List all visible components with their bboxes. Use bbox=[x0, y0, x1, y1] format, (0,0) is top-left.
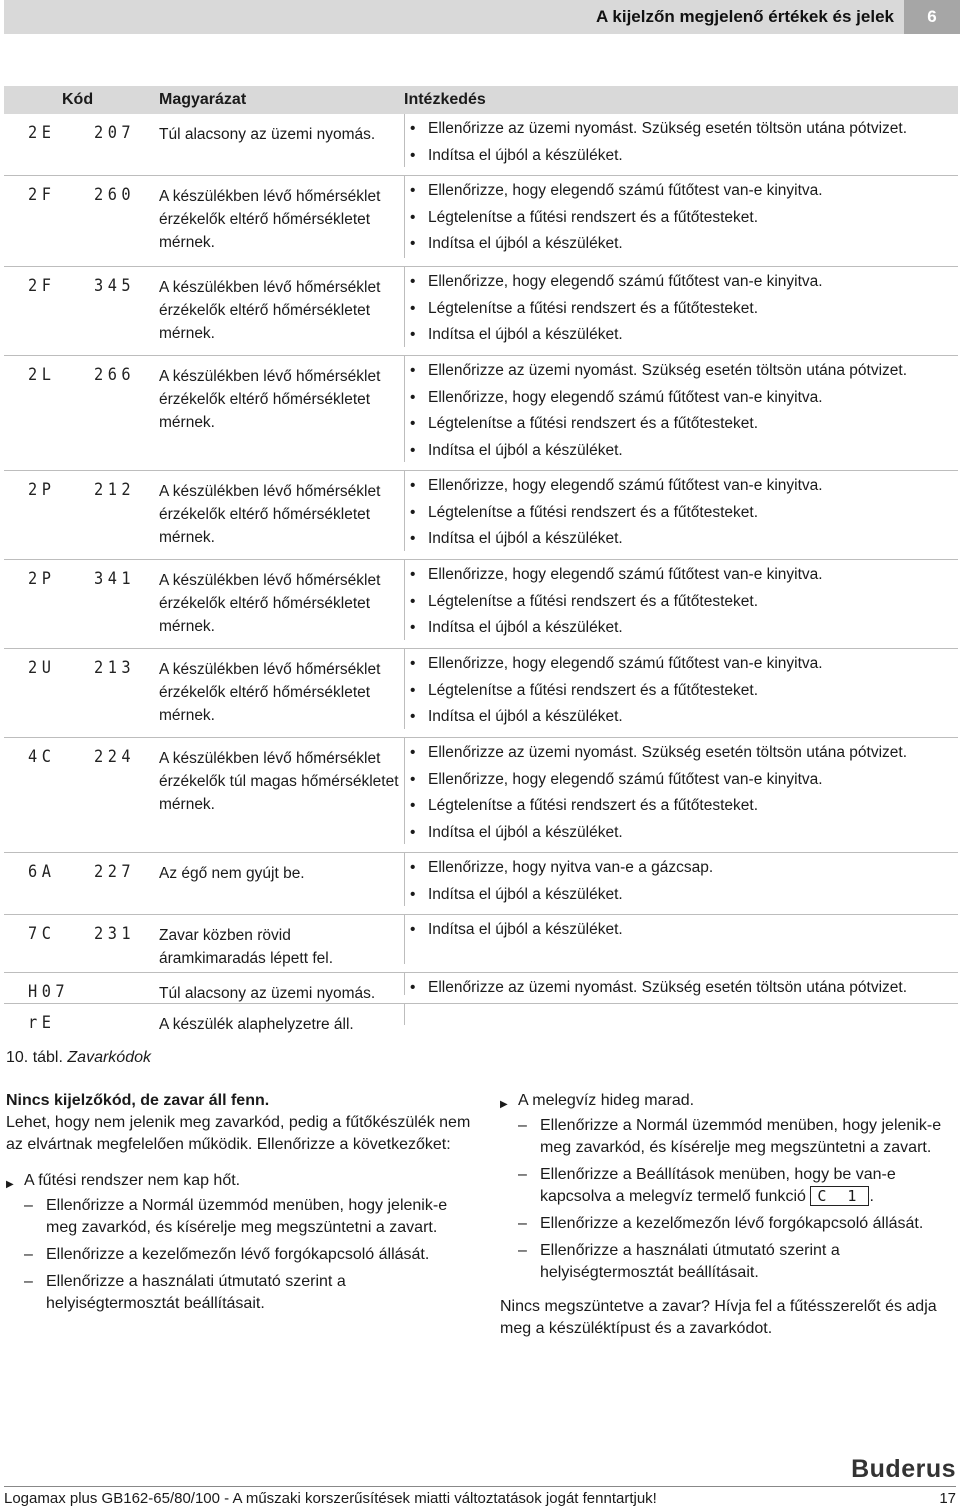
action-item: • Ellenőrizze az üzemi nyomást. Szükség esetén töltsön utána pótvizet. bbox=[405, 740, 960, 767]
action-item: • Légtelenítse a fűtési rendszert és a fűtőtesteket. bbox=[405, 678, 960, 705]
list-item: – Ellenőrizze a Normál üzemmód menüben, hogy jelenik-e meg zavarkód, és kísérelje meg megszüntetni a zavart. bbox=[6, 1195, 476, 1239]
action-item: • Légtelenítse a fűtési rendszert és a fűtőtesteket. bbox=[405, 411, 960, 438]
action-item: • Indítsa el újból a készüléket. bbox=[405, 322, 960, 349]
right-column bbox=[500, 1090, 960, 1340]
action-list bbox=[404, 267, 960, 347]
display-code: 2F bbox=[28, 185, 56, 205]
page-number: 17 bbox=[939, 1490, 956, 1507]
list-item: – Ellenőrizze a használati útmutató szerint a helyiségtermosztát beállításait. bbox=[500, 1240, 960, 1284]
fault-code: 260 bbox=[94, 185, 136, 205]
table-row bbox=[4, 649, 958, 738]
explanation-cell: A készülékben lévő hőmérséklet érzékelők eltérő hőmérsékletet mérnek. bbox=[159, 279, 381, 342]
action-item: • Indítsa el újból a készüléket. bbox=[405, 526, 960, 553]
action-item: • Légtelenítse a fűtési rendszert és a fűtőtesteket. bbox=[405, 793, 960, 820]
hot-water-cold-title: A melegvíz hideg marad. bbox=[518, 1092, 695, 1109]
action-item: • Indítsa el újból a készüléket. bbox=[405, 882, 960, 909]
fault-code: 213 bbox=[94, 658, 136, 678]
list-item: – Ellenőrizze a kezelőmezőn lévő forgókapcsoló állását. bbox=[6, 1244, 476, 1266]
table-row bbox=[4, 471, 958, 560]
action-list bbox=[404, 738, 960, 844]
action-item: • Ellenőrizze, hogy elegendő számú fűtőtest van-e kinyitva. bbox=[405, 385, 960, 412]
hot-water-cold-item bbox=[500, 1090, 960, 1112]
action-list bbox=[404, 1004, 960, 1025]
fault-code: 207 bbox=[94, 123, 136, 143]
section-number: 6 bbox=[904, 0, 960, 34]
fault-code: 341 bbox=[94, 569, 136, 589]
display-code: 2L bbox=[28, 365, 56, 385]
closing-paragraph: Nincs megszüntetve a zavar? Hívja fel a fűtésszerelőt és adja meg a készüléktípust és a zavarkódot. bbox=[500, 1298, 937, 1337]
explanation-cell: A készülékben lévő hőmérséklet érzékelők eltérő hőmérsékletet mérnek. bbox=[159, 188, 381, 251]
buderus-logo: Buderus bbox=[851, 1455, 956, 1483]
explanation-cell: Zavar közben rövid áramkimaradás lépett fel. bbox=[159, 927, 334, 967]
page-header bbox=[4, 0, 960, 34]
action-list bbox=[404, 853, 960, 906]
action-list bbox=[404, 560, 960, 640]
action-item: • Légtelenítse a fűtési rendszert és a fűtőtesteket. bbox=[405, 296, 960, 323]
display-code: 6A bbox=[28, 862, 56, 882]
action-item: • Ellenőrizze, hogy nyitva van-e a gázcsap. bbox=[405, 855, 960, 882]
explanation-cell: A készülékben lévő hőmérséklet érzékelők eltérő hőmérsékletet mérnek. bbox=[159, 368, 381, 431]
action-list bbox=[404, 973, 960, 995]
display-code: 2U bbox=[28, 658, 56, 678]
action-list bbox=[404, 176, 960, 258]
caption-prefix: 10. tábl. bbox=[6, 1049, 63, 1066]
table-row bbox=[4, 267, 958, 356]
action-item: • Légtelenítse a fűtési rendszert és a fűtőtesteket. bbox=[405, 205, 960, 232]
table-caption bbox=[6, 1049, 151, 1067]
explanation-cell: A készülékben lévő hőmérséklet érzékelők eltérő hőmérsékletet mérnek. bbox=[159, 661, 381, 724]
explanation-cell: Túl alacsony az üzemi nyomás. bbox=[159, 126, 376, 143]
display-code: 7C bbox=[28, 924, 56, 944]
header-code: Kód bbox=[62, 91, 94, 108]
action-item: • Indítsa el újból a készüléket. bbox=[405, 143, 960, 170]
fault-code: 212 bbox=[94, 480, 136, 500]
table-body bbox=[4, 114, 958, 1034]
check2-end: . bbox=[869, 1188, 874, 1205]
header-action: Intézkedés bbox=[404, 91, 486, 108]
table-row bbox=[4, 1004, 958, 1034]
action-item: • Ellenőrizze az üzemi nyomást. Szükség esetén töltsön utána pótvizet. bbox=[405, 358, 960, 385]
fault-code: 266 bbox=[94, 365, 136, 385]
action-list bbox=[404, 471, 960, 551]
action-item: • Ellenőrizze, hogy elegendő számú fűtőtest van-e kinyitva. bbox=[405, 473, 960, 500]
action-item: • Ellenőrizze, hogy elegendő számú fűtőtest van-e kinyitva. bbox=[405, 767, 960, 794]
heating-no-heat-item bbox=[6, 1170, 476, 1192]
explanation-cell: A készülékben lévő hőmérséklet érzékelők eltérő hőmérsékletet mérnek. bbox=[159, 572, 381, 635]
list-item: – Ellenőrizze a Normál üzemmód menüben, hogy jelenik-e meg zavarkód, és kísérelje meg megszüntetni a zavart. bbox=[500, 1115, 960, 1159]
table-row bbox=[4, 560, 958, 649]
explanation-cell: A készülékben lévő hőmérséklet érzékelők túl magas hőmérsékletet mérnek. bbox=[159, 750, 399, 813]
display-code: 2P bbox=[28, 569, 56, 589]
fault-code: 345 bbox=[94, 276, 136, 296]
action-item: • Ellenőrizze, hogy elegendő számú fűtőtest van-e kinyitva. bbox=[405, 651, 960, 678]
action-item: • Indítsa el újból a készüléket. bbox=[405, 231, 960, 258]
footer-text: Logamax plus GB162-65/80/100 - A műszaki korszerűsítések miatti változtatások jogát fenntartjuk! bbox=[4, 1490, 657, 1507]
action-item: • Ellenőrizze, hogy elegendő számú fűtőtest van-e kinyitva. bbox=[405, 269, 960, 296]
fault-code: 231 bbox=[94, 924, 136, 944]
caption-title: Zavarkódok bbox=[67, 1049, 151, 1066]
table-row bbox=[4, 853, 958, 915]
left-column bbox=[6, 1090, 476, 1320]
action-item: • Indítsa el újból a készüléket. bbox=[405, 438, 960, 465]
action-list bbox=[404, 114, 960, 167]
display-code: H07 bbox=[28, 982, 70, 1002]
fault-code: 224 bbox=[94, 747, 136, 767]
action-item: • Légtelenítse a fűtési rendszert és a fűtőtesteket. bbox=[405, 589, 960, 616]
action-item: • Ellenőrizze, hogy elegendő számú fűtőtest van-e kinyitva. bbox=[405, 178, 960, 205]
display-code: 2E bbox=[28, 123, 56, 143]
table-row bbox=[4, 973, 958, 1004]
display-code: 2P bbox=[28, 480, 56, 500]
hot-water-checks-list bbox=[500, 1115, 960, 1284]
action-item: • Légtelenítse a fűtési rendszert és a fűtőtesteket. bbox=[405, 500, 960, 527]
table-row bbox=[4, 915, 958, 973]
no-code-heading: Nincs kijelzőkód, de zavar áll fenn. bbox=[6, 1092, 270, 1109]
explanation-cell: Túl alacsony az üzemi nyomás. bbox=[159, 985, 376, 1002]
action-item: • Ellenőrizze az üzemi nyomást. Szükség esetén töltsön utána pótvizet. bbox=[405, 975, 960, 1002]
action-item: • Ellenőrizze az üzemi nyomást. Szükség esetén töltsön utána pótvizet. bbox=[405, 116, 960, 143]
table-row bbox=[4, 114, 958, 176]
list-item: – Ellenőrizze a kezelőmezőn lévő forgókapcsoló állását. bbox=[500, 1213, 960, 1235]
display-code: rE bbox=[28, 1013, 56, 1033]
display-code: 2F bbox=[28, 276, 56, 296]
action-list bbox=[404, 915, 960, 964]
list-item bbox=[500, 1164, 960, 1208]
explanation-cell: A készülék alaphelyzetre áll. bbox=[159, 1016, 354, 1033]
table-row bbox=[4, 356, 958, 471]
check2-text: Ellenőrizze a Beállítások menüben, hogy be van-e kapcsolva a melegvíz termelő funkció bbox=[540, 1166, 896, 1205]
action-item: • Indítsa el újból a készüléket. bbox=[405, 820, 960, 847]
table-row bbox=[4, 738, 958, 853]
table-header bbox=[4, 86, 958, 114]
explanation-cell: A készülékben lévő hőmérséklet érzékelők eltérő hőmérsékletet mérnek. bbox=[159, 483, 381, 546]
function-code-display: C 1 bbox=[810, 1186, 869, 1206]
header-explanation: Magyarázat bbox=[159, 91, 247, 108]
fault-code: 227 bbox=[94, 862, 136, 882]
display-code: 4C bbox=[28, 747, 56, 767]
footer-divider bbox=[4, 1486, 956, 1487]
heating-checks-list bbox=[6, 1195, 476, 1315]
action-list bbox=[404, 356, 960, 462]
action-item: • Indítsa el újból a készüléket. bbox=[405, 704, 960, 731]
table-row bbox=[4, 176, 958, 267]
section-title: A kijelzőn megjelenő értékek és jelek bbox=[596, 7, 894, 26]
error-code-table bbox=[4, 86, 958, 1034]
action-item: • Ellenőrizze, hogy elegendő számú fűtőtest van-e kinyitva. bbox=[405, 562, 960, 589]
action-list bbox=[404, 649, 960, 729]
intro-paragraph: Lehet, hogy nem jelenik meg zavarkód, pedig a fűtőkészülék nem az elvártnak megfelelően működik. Ellenőrizze a következőket: bbox=[6, 1114, 471, 1153]
list-item: – Ellenőrizze a használati útmutató szerint a helyiségtermosztát beállításait. bbox=[6, 1271, 476, 1315]
explanation-cell: Az égő nem gyújt be. bbox=[159, 865, 305, 882]
action-item: • Indítsa el újból a készüléket. bbox=[405, 615, 960, 642]
heating-no-heat-title: A fűtési rendszer nem kap hőt. bbox=[24, 1172, 241, 1189]
action-item: • Indítsa el újból a készüléket. bbox=[405, 917, 960, 944]
